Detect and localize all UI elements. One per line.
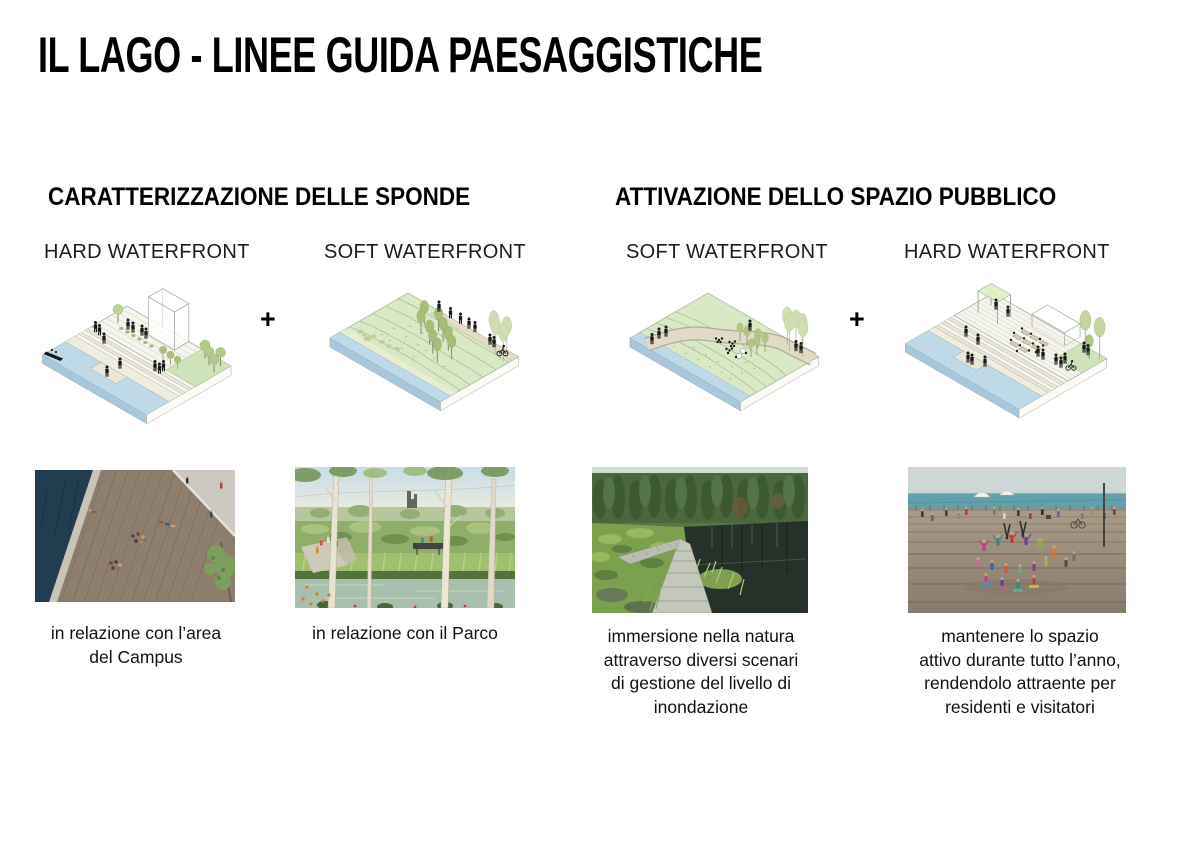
column-label-soft-waterfront-1: SOFT WATERFRONT xyxy=(324,241,526,263)
caption-immersione xyxy=(585,625,817,720)
column-label-soft-waterfront-2: SOFT WATERFRONT xyxy=(626,241,828,263)
caption-parco xyxy=(288,622,522,646)
plus-sign-icon: + xyxy=(260,304,276,334)
section-title-spazio-pubblico: ATTIVAZIONE DELLO SPAZIO PUBBLICO xyxy=(615,183,1057,211)
caption-campus xyxy=(30,622,242,669)
caption-line: del Campus xyxy=(89,646,183,667)
caption-line: immersione nella natura xyxy=(607,626,795,646)
caption-line: mantenere lo spazio xyxy=(941,626,1099,646)
page-title: IL LAGO - LINEE GUIDA PAESAGGISTICHE xyxy=(38,27,763,83)
caption-line: rendendolo attraente per xyxy=(924,673,1116,694)
diagram-hard-waterfront-terraces xyxy=(32,266,242,456)
caption-line: attivo durante tutto l’anno, xyxy=(919,649,1121,670)
caption-line: in relazione con il Parco xyxy=(312,623,498,643)
caption-line: inondazione xyxy=(653,696,749,717)
photo-wooden-deck-along-water xyxy=(35,470,235,602)
caption-line: attraverso diversi scenari xyxy=(603,649,799,670)
caption-spazio-attivo xyxy=(895,625,1145,720)
plus-sign-icon: + xyxy=(849,304,865,334)
caption-line: in relazione con l’area xyxy=(50,623,222,643)
photo-marsh-boardwalk xyxy=(592,467,808,613)
column-label-hard-waterfront-2: HARD WATERFRONT xyxy=(904,241,1110,263)
diagram-hard-waterfront-plaza xyxy=(888,255,1153,455)
caption-line: residenti e visitatori xyxy=(945,696,1095,717)
diagram-soft-waterfront-slope xyxy=(293,258,543,454)
caption-line: di gestione del livello di xyxy=(611,673,791,694)
deck xyxy=(908,511,1126,613)
photo-wetland-park-with-birches xyxy=(295,467,515,608)
section-title-sponde: CARATTERIZZAZIONE DELLE SPONDE xyxy=(48,183,471,211)
photo-seafront-yoga-deck xyxy=(908,467,1126,613)
column-label-hard-waterfront-1: HARD WATERFRONT xyxy=(44,241,250,263)
diagram-soft-waterfront-path xyxy=(593,258,843,454)
